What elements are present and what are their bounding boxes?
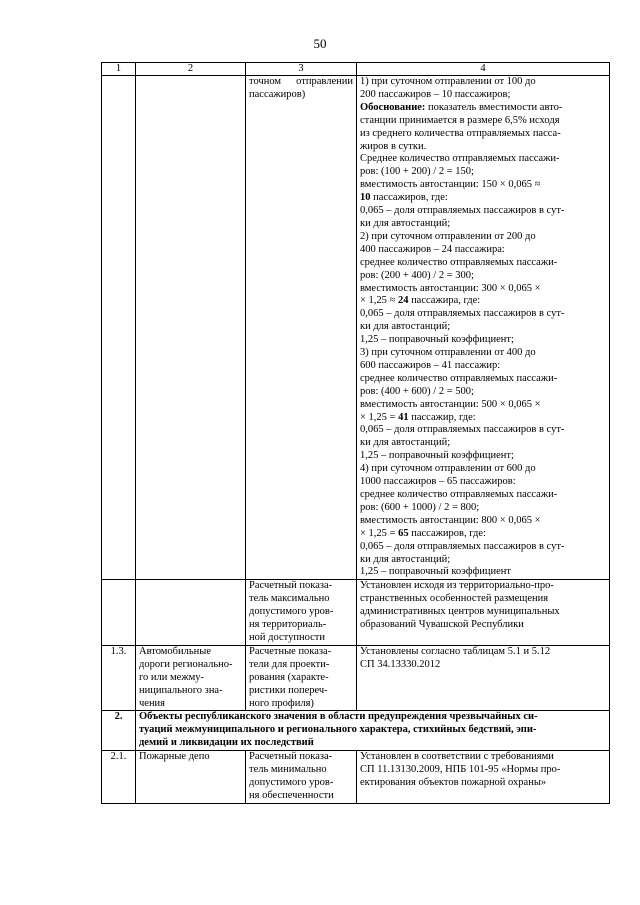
text-line: образований Чувашской Республики	[360, 619, 524, 631]
text-line: тель максимально	[249, 593, 330, 605]
text-line: среднее количество отправляемых пассажи-	[360, 372, 558, 384]
header-col-1: 1	[102, 63, 136, 76]
text-line: ного профиля)	[249, 697, 314, 709]
text-line: ектирования объектов пожарной охраны»	[360, 776, 547, 788]
section-title	[136, 711, 610, 751]
text-line: 10 пассажиров, где:	[360, 192, 448, 204]
object-cell: Пожарные депо	[136, 751, 246, 804]
text-line: ристики попереч-	[249, 684, 328, 696]
text-line: ров: (100 + 200) / 2 = 150;	[360, 166, 474, 178]
text-line: ров: (600 + 1000) / 2 = 800;	[360, 501, 480, 513]
text-line: демий и ликвидации их последствий	[139, 737, 314, 749]
text-line: × 1,25 = 41 пассажир, где:	[360, 411, 476, 423]
text-line: Объекты республиканского значения в области предупреждения чрезвычайных си-	[139, 711, 538, 723]
text-line: среднее количество отправляемых пассажи-	[360, 489, 558, 500]
justification-cell	[357, 580, 610, 646]
text-line: ров: (200 + 400) / 2 = 300;	[360, 269, 474, 281]
header-col-4: 4	[357, 63, 610, 76]
text-line: допустимого уров-	[249, 776, 334, 788]
text-line: × 1,25 ≈ 24 пассажира, где:	[360, 295, 481, 307]
text-line: Установлен в соответствии с требованиями	[360, 751, 554, 763]
text-line: туаций межмуниципального и регионального характера, стихийных бедствий, эпи-	[139, 724, 537, 736]
norms-table	[101, 62, 610, 804]
table-row-1-3	[102, 645, 610, 711]
section-number: 2.	[102, 711, 136, 751]
row-number: 1.3.	[102, 645, 136, 711]
text-line: 0,065 – доля отправляемых пассажиров в сут-	[360, 540, 565, 552]
text-line: 0,065 – доля отправляемых пассажиров в сут-	[360, 424, 565, 436]
justification-cell	[357, 751, 610, 804]
text-line: жиров в сутки.	[360, 140, 427, 152]
indicator-cell: точном отправлении пассажиров)	[246, 76, 357, 580]
page-number: 50	[313, 36, 327, 51]
text-line: Расчетный показа-	[249, 751, 333, 763]
text-line: ниципального зна-	[139, 684, 223, 696]
text-line: чения	[139, 697, 166, 709]
text-line: 1000 пассажиров – 65 пассажиров:	[360, 476, 516, 488]
text-line: ки для автостанций;	[360, 321, 451, 333]
text-line: 1,25 – поправочный коэффициент	[360, 566, 511, 578]
text-line: рования (характе-	[249, 671, 329, 683]
object-cell	[136, 645, 246, 711]
text-line: СП 11.13130.2009, НПБ 101-95 «Нормы про-	[360, 764, 561, 776]
text-line: вместимость автостанции: 500 × 0,065 ×	[360, 398, 541, 410]
text-line: 4) при суточном отправлении от 600 до	[360, 463, 536, 475]
text-line: тели для проекти-	[249, 658, 330, 670]
text-line: дороги регионально-	[139, 658, 233, 670]
text-line: странственных особенностей размещения	[360, 593, 549, 605]
header-col-3: 3	[246, 63, 357, 76]
text-line: 400 пассажиров – 24 пассажира:	[360, 243, 505, 255]
text-line: ки для автостанций;	[360, 217, 451, 229]
text-line: × 1,25 = 65 пассажиров, где:	[360, 527, 486, 539]
table-header-row	[102, 63, 610, 76]
text-line: 1) при суточном отправлении от 100 до	[360, 76, 536, 87]
justification-cell	[357, 645, 610, 711]
table-row-continuation	[102, 76, 610, 580]
text-line: вместимость автостанции: 800 × 0,065 ×	[360, 514, 541, 526]
indicator-cell	[246, 580, 357, 646]
indicator-cell	[246, 751, 357, 804]
header-col-2: 2	[136, 63, 246, 76]
text-line: Расчетный показа-	[249, 580, 333, 592]
indicator-cell	[246, 645, 357, 711]
text-line: станции принимается в размере 6,5% исходя	[360, 114, 560, 126]
text-line: го или межму-	[139, 671, 204, 683]
text-line: 0,065 – доля отправляемых пассажиров в сут-	[360, 205, 565, 217]
row-number: 2.1.	[102, 751, 136, 804]
text-line: Автомобильные	[139, 645, 211, 657]
text-line: 1,25 – поправочный коэффициент;	[360, 334, 514, 346]
text-line: ки для автостанций;	[360, 553, 451, 565]
text-line: среднее количество отправляемых пассажи-	[360, 256, 558, 268]
text-line: вместимость автостанции: 300 × 0,065 ×	[360, 282, 541, 294]
text-line: СП 34.13330.2012	[360, 658, 441, 670]
text-line: 2) при суточном отправлении от 200 до	[360, 230, 536, 242]
text-line: Установлен исходя из территориально-про-	[360, 580, 554, 592]
table-row-access	[102, 580, 610, 646]
text-line: административных центров муниципальных	[360, 606, 560, 618]
text-line: вместимость автостанции: 150 × 0,065 ≈	[360, 179, 541, 191]
text-line: допустимого уров-	[249, 606, 334, 618]
table-row-2-1	[102, 751, 610, 804]
text-line: ня территориаль-	[249, 619, 327, 631]
text-line: ня обеспеченности	[249, 789, 334, 801]
text-line: Обоснование: показатель вместимости авто-	[360, 101, 563, 113]
text-line: Среднее количество отправляемых пассажи-	[360, 153, 560, 165]
text-line: из среднего количества отправляемых пасса-	[360, 127, 561, 139]
text-line: тель минимально	[249, 764, 327, 776]
section-row-2	[102, 711, 610, 751]
justification-cell	[357, 76, 610, 580]
text-line: Установлены согласно таблицам 5.1 и 5.12	[360, 645, 551, 657]
text-line: 1,25 – поправочный коэффициент;	[360, 450, 514, 462]
text-line: ки для автостанций;	[360, 437, 451, 449]
text-line: ной доступности	[249, 631, 325, 643]
text-line: 3) при суточном отправлении от 400 до	[360, 347, 536, 359]
text-line: 600 пассажиров – 41 пассажир:	[360, 359, 501, 371]
text-line: ров: (400 + 600) / 2 = 500;	[360, 385, 474, 397]
text-line: 200 пассажиров – 10 пассажиров;	[360, 88, 511, 100]
text-line: 0,065 – доля отправляемых пассажиров в сут-	[360, 308, 565, 320]
text-line: Расчетные показа-	[249, 645, 332, 657]
